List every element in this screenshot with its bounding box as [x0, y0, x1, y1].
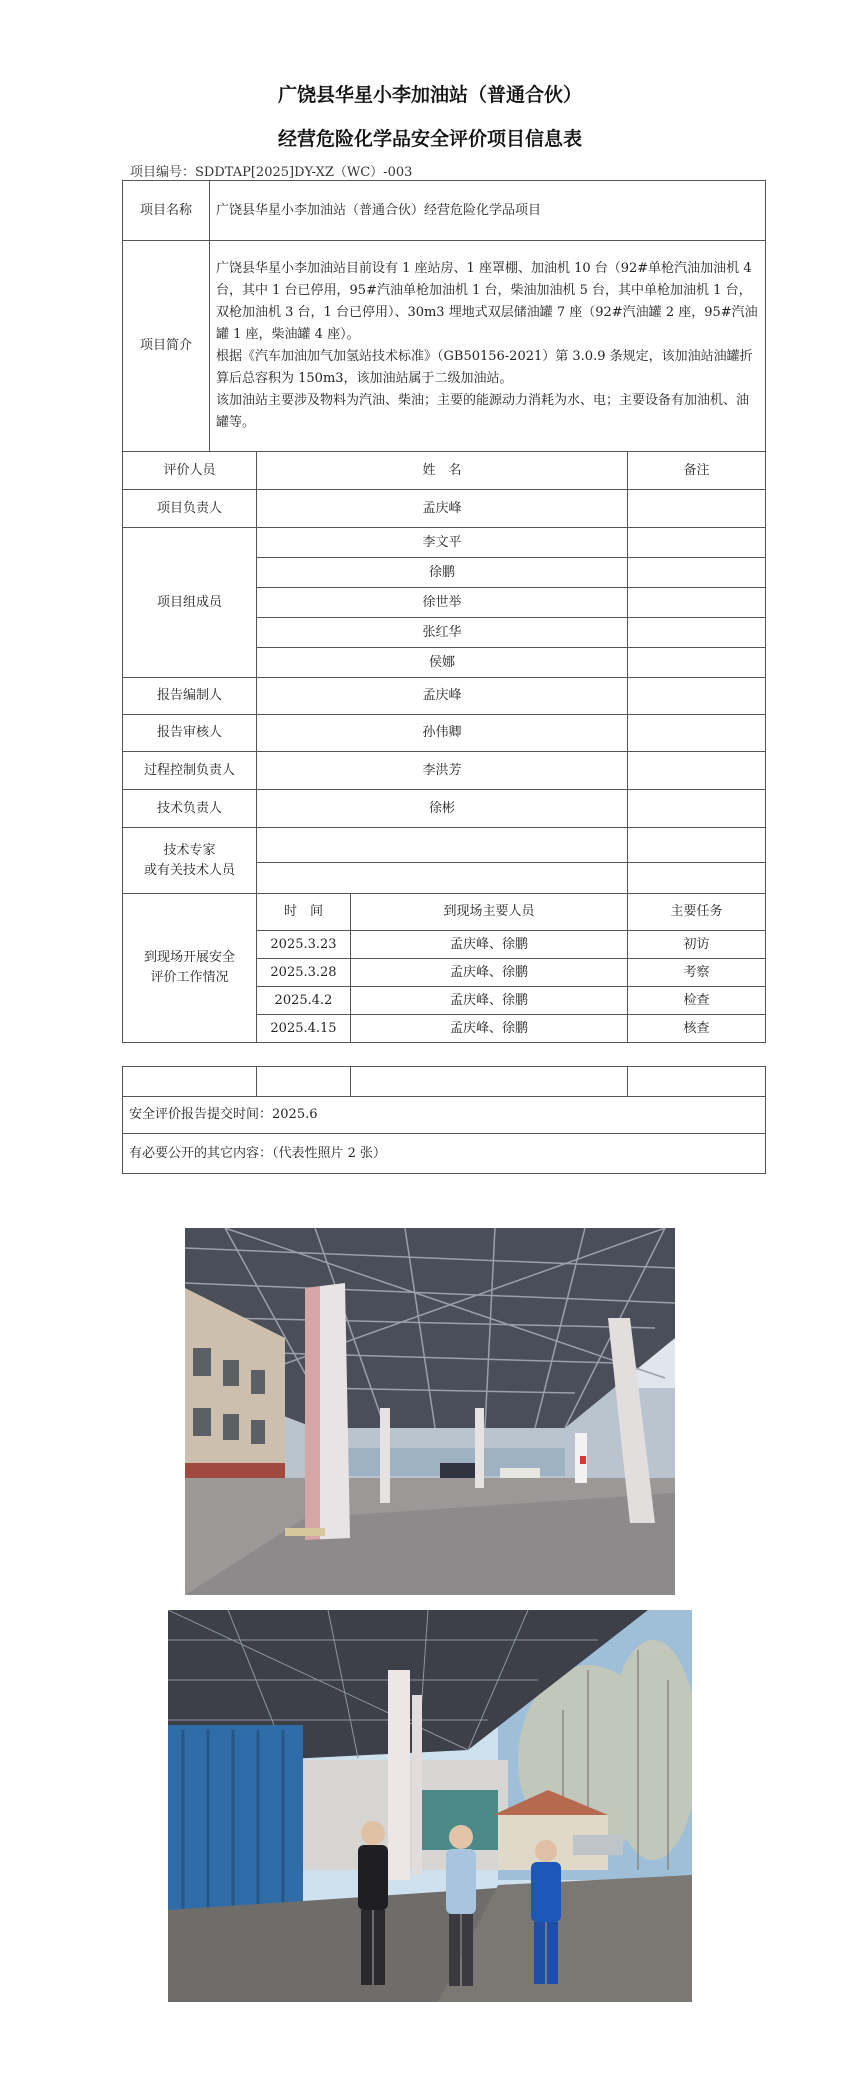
project-info-table	[122, 180, 766, 1043]
table-row	[123, 752, 766, 790]
visit-people: 孟庆峰、徐鹏	[351, 931, 628, 959]
empty-cell	[351, 1067, 628, 1097]
expert-name-cell	[257, 863, 628, 894]
visits-header-row	[123, 894, 766, 931]
visit-date: 2025.3.28	[257, 959, 351, 987]
visit-task: 检查	[628, 987, 766, 1015]
remark-cell	[628, 828, 766, 863]
process-label: 过程控制负责人	[123, 752, 257, 790]
member-name: 侯娜	[257, 648, 628, 678]
visit-date: 2025.4.15	[257, 1015, 351, 1043]
col-header-people: 到现场主要人员	[351, 894, 628, 931]
visit-people: 孟庆峰、徐鹏	[351, 1015, 628, 1043]
intro-paragraph: 广饶县华星小李加油站目前设有 1 座站房、1 座罩棚、加油机 10 台（92#单枪汽油加油机 4 台，其中 1 台已停用，95#汽油单枪加油机 1 台，柴油加油机 5 台，其中单枪加油机 1 台，双枪加油机 3 台，1 台已停用）、30m3 埋地式双层储油罐 7 座（92#汽油罐 2 座，95#汽油罐 1 座，柴油罐 4 座）。	[216, 261, 758, 342]
expert-label-line: 技术专家	[163, 842, 216, 858]
page-title: 广饶县华星小李加油站（普通合伙）	[277, 84, 582, 106]
visits-label-line: 到现场开展安全	[143, 950, 235, 965]
station-canopy-photo	[185, 1228, 675, 1595]
col-header-name: 姓 名	[257, 452, 628, 490]
project-name-value: 广饶县华星小李加油站（普通合伙）经营危险化学品项目	[210, 181, 766, 241]
reviewer-name: 孙伟卿	[257, 715, 628, 752]
expert-name-cell	[257, 828, 628, 863]
member-name: 张红华	[257, 618, 628, 648]
col-header-role: 评价人员	[123, 452, 257, 490]
project-name-label: 项目名称	[123, 181, 210, 241]
remark-cell	[628, 678, 766, 715]
table-row	[123, 828, 766, 863]
visit-date: 2025.4.2	[257, 987, 351, 1015]
member-name: 李文平	[257, 528, 628, 558]
intro-paragraph: 该加油站主要涉及物料为汽油、柴油；主要的能源动力消耗为水、电；主要设备有加油机、油罐等。	[216, 393, 750, 430]
table-row	[123, 790, 766, 828]
leader-label: 项目负责人	[123, 490, 257, 528]
other-content-row	[123, 1134, 766, 1174]
compiler-name: 孟庆峰	[257, 678, 628, 715]
visit-task: 考察	[628, 959, 766, 987]
member-name: 徐世举	[257, 588, 628, 618]
remark-cell	[628, 490, 766, 528]
station-canopy-illustration	[185, 1228, 675, 1595]
remark-cell	[628, 558, 766, 588]
other-content: 有必要公开的其它内容：（代表性照片 2 张）	[123, 1134, 766, 1174]
project-number: 项目编号：SDDTAP[2025]DY-XZ（WC）-003	[130, 165, 413, 180]
leader-name: 孟庆峰	[257, 490, 628, 528]
empty-cell	[257, 1067, 351, 1097]
visits-label	[123, 894, 257, 1043]
visits-label-line: 评价工作情况	[150, 970, 229, 985]
table-row	[123, 528, 766, 558]
col-header-remark: 备注	[628, 452, 766, 490]
remark-cell	[628, 752, 766, 790]
page-subtitle: 经营危险化学品安全评价项目信息表	[277, 128, 582, 150]
remark-cell	[628, 588, 766, 618]
table-row	[123, 678, 766, 715]
intro-paragraph: 根据《汽车加油加气加氢站技术标准》（GB50156-2021）第 3.0.9 条规定，该加油站油罐折算后总容积为 150m3，该加油站属于二级加油站。	[216, 349, 753, 386]
expert-label-line: 或有关技术人员	[143, 862, 235, 878]
tech-label: 技术负责人	[123, 790, 257, 828]
visit-task: 初访	[628, 931, 766, 959]
site-visit-team-photo	[168, 1610, 692, 2002]
table-row	[123, 490, 766, 528]
project-intro-row	[123, 241, 766, 452]
site-visit-team-illustration	[168, 1610, 692, 2002]
project-intro-text	[210, 241, 766, 452]
table-row	[123, 715, 766, 752]
visit-people: 孟庆峰、徐鹏	[351, 959, 628, 987]
process-name: 李洪芳	[257, 752, 628, 790]
project-intro-label: 项目简介	[123, 241, 210, 452]
remark-cell	[628, 618, 766, 648]
expert-label	[123, 828, 257, 894]
reviewer-label: 报告审核人	[123, 715, 257, 752]
visit-date: 2025.3.23	[257, 931, 351, 959]
col-header-time: 时 间	[257, 894, 351, 931]
submit-time-row	[123, 1097, 766, 1134]
visit-people: 孟庆峰、徐鹏	[351, 987, 628, 1015]
empty-cell	[628, 1067, 766, 1097]
tech-name: 徐彬	[257, 790, 628, 828]
col-header-task: 主要任务	[628, 894, 766, 931]
remark-cell	[628, 715, 766, 752]
remark-cell	[628, 863, 766, 894]
members-label: 项目组成员	[123, 528, 257, 678]
remark-cell	[628, 648, 766, 678]
compiler-label: 报告编制人	[123, 678, 257, 715]
report-info-table	[122, 1066, 766, 1174]
empty-row	[123, 1067, 766, 1097]
member-name: 徐鹏	[257, 558, 628, 588]
visit-task: 核查	[628, 1015, 766, 1043]
personnel-header-row	[123, 452, 766, 490]
remark-cell	[628, 528, 766, 558]
empty-cell	[123, 1067, 257, 1097]
project-name-row	[123, 181, 766, 241]
submit-time: 安全评价报告提交时间：2025.6	[123, 1097, 766, 1134]
remark-cell	[628, 790, 766, 828]
